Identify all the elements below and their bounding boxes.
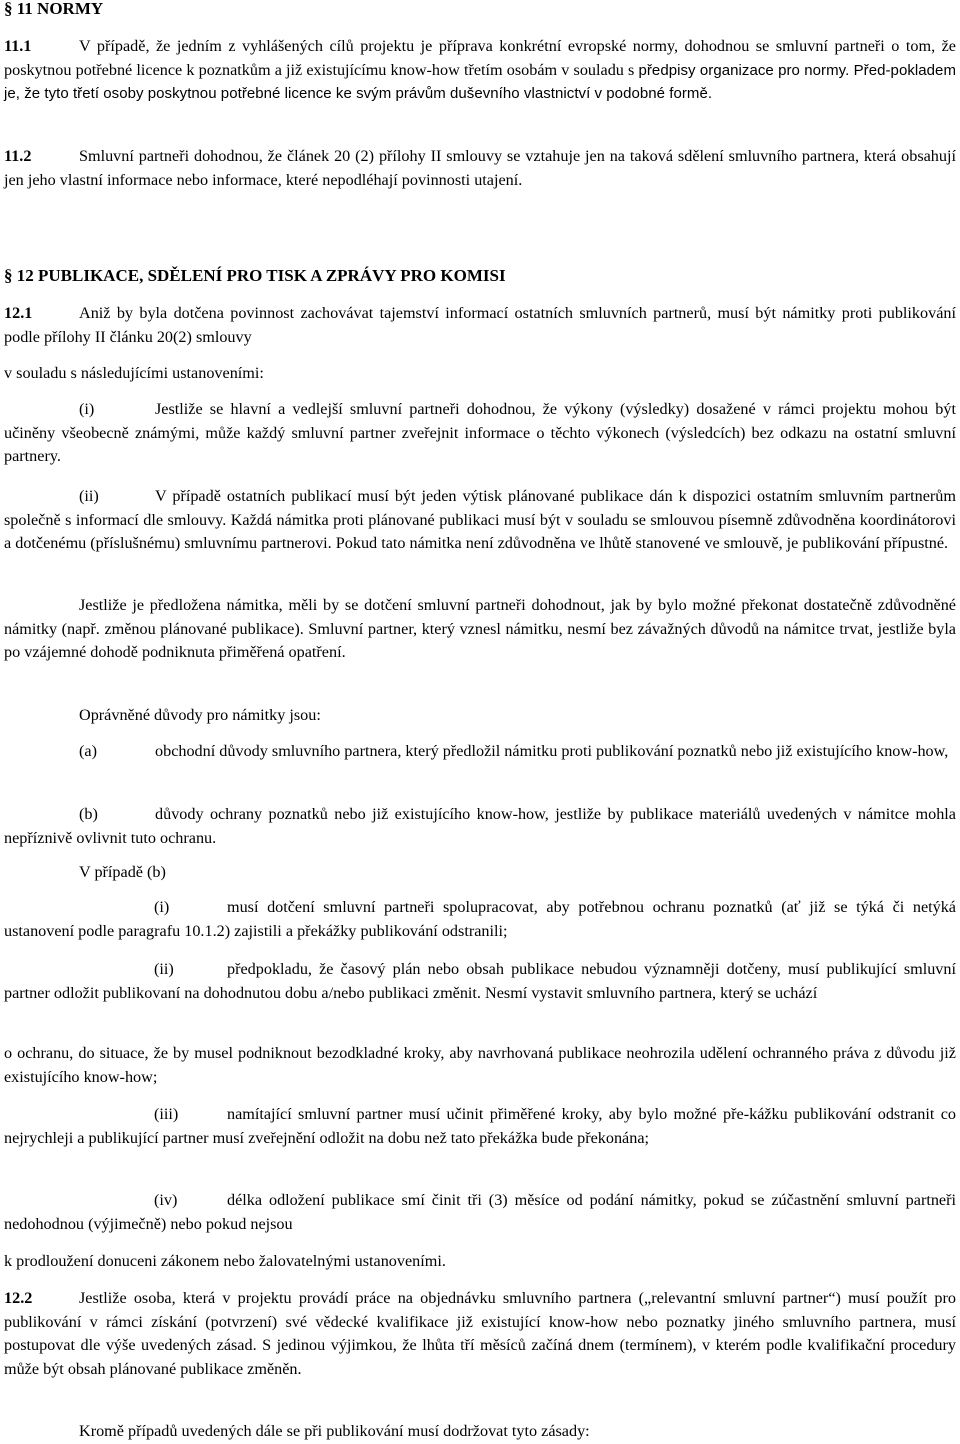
paragraph-text: V případě, že jedním z vyhlášených cílů projektu je příprava konkrétní evropské normy, dohodnou se smluvní partneři o tom, že poskytnou potřebné licence k poznatkům a již existujícímu know-how třetím osobám v souladu s [4,37,956,79]
objection-paragraph: Jestliže je předložena námitka, měli by se dotčení smluvní partneři dohodnout, jak by bylo možné překonat dostatečně zdůvodněné námitky (např. změnou plánované publikace). Smluvní partner, který vznesl námitku, nesmí bez závažných důvodů na námitce trvat, jestliže byla po vzájemné dohodě podniknuta přiměřená opatření. [4,596,956,661]
closing-sentence: Kromě případů uvedených dále se při publikování musí dodržovat tyto zásady: [79,1422,590,1440]
reasons-intro: Oprávněné důvody pro námitky jsou: [79,706,321,724]
sub-item-ii-cont: o ochranu, do situace, že by musel podniknout bezodkladné kroky, aby navrhovaná publikace neohrozila udělení ochranného práva z důvodu již existujícího know-how; [4,1044,956,1086]
item-label: (i) [154,898,170,916]
item-label: (ii) [79,487,99,505]
paragraph-text: Aniž by byla dotčena povinnost zachovávat tajemství informací ostatních smluvních partnerů, musí být námitky proti publikování podle přílohy II článku 20(2) smlouvy [4,304,956,346]
item-text: V případě ostatních publikací musí být jeden výtisk plánované publikace dán k dispozici ostatním smluvním partnerům společně s informací dle smlouvy. Každá námitka proti plánované publikaci musí být v souladu se smlouvou písemně zdůvodněna koordinátorovi a dotčenému (příslušnému) smluvnímu partnerovi. Pokud tato námitka není zdůvodněna ve lhůtě stanovené ve smlouvě, je publikování přípustné. [4,487,956,552]
section-11-heading: § 11 NORMY [4,0,104,18]
paragraph-text: Jestliže osoba, která v projektu provádí práce na objednávku smluvního partnera („relevantní smluvní partner“) musí použít pro publikování v rámci získání (potvrzení) své vědecké kvalifikace již existující know-how nebo poznatky jiného smluvního partnera, musí postupovat dle výše uvedených zásad. S jedinou výjimkou, že lhůta tří měsíců začíná dnem (termínem), v kterém podle kvalifikační procedury může být obsah plánované publikace změněn. [4,1289,956,1378]
sub-item-ii [4,958,956,1005]
item-text: namítající smluvní partner musí učinit přiměřené kroky, aby bylo možné pře-kážku publikování odstranit co nejrychleji a publikující partner musí zveřejnění odložit na dobu než tato překážka bude překonána; [4,1105,956,1147]
sub-item-iv [4,1189,956,1236]
item-label: (ii) [154,960,174,978]
item-label: (a) [79,742,97,760]
paragraph-12-2 [4,1287,956,1381]
item-text: předpokladu, že časový plán nebo obsah publikace nebudou významněji dotčeny, musí publikující smluvní partner odložit publikovaní na dohodnutou dobu a/nebo publikaci změnit. Nesmí vystavit smluvního partnera, který se uchází [4,960,956,1002]
paragraph-12-1 [4,302,956,349]
reason-a [4,740,956,764]
item-label: (iv) [154,1191,178,1209]
paragraph-number: 12.1 [4,304,33,322]
case-b-heading: V případě (b) [79,863,166,881]
paragraph-12-1-cont: v souladu s následujícími ustanoveními: [4,364,264,382]
paragraph-number: 11.2 [4,147,32,165]
reason-b [4,803,956,850]
item-i [4,398,956,469]
sub-item-iii [4,1103,956,1150]
item-text: důvody ochrany poznatků nebo již existujícího know-how, jestliže by publikace materiálů uvedených v námitce mohla nepříznivě ovlivnit tuto ochranu. [4,805,956,847]
item-text: délka odložení publikace smí činit tři (3) měsíce od podání námitky, pokud se zúčastnění smluvní partneři nedohodnou (výjimečně) nebo pokud nejsou [4,1191,956,1233]
paragraph-text-cont: předpisy organizace pro normy. Před-pokladem je, že tyto třetí osoby poskytnou potřebné licence ke svým právům duševního vlastnictví v podobné formě. [4,61,956,102]
item-text: musí dotčení smluvní partneři spolupracovat, aby potřebnou ochranu poznatků (ať již se týká či netýká ustanovení podle paragrafu 10.1.2) zajistili a překážky publikování odstranili; [4,898,956,940]
paragraph-text: Smluvní partneři dohodnou, že článek 20 (2) přílohy II smlouvy se vztahuje jen na taková sdělení smluvního partnera, která obsahují jen jeho vlastní informace nebo informace, které nepodléhají povinnosti utajení. [4,147,956,189]
sub-item-i [4,896,956,943]
sub-item-iv-cont: k prodloužení donuceni zákonem nebo žalovatelnými ustanoveními. [4,1252,446,1270]
item-text: Jestliže se hlavní a vedlejší smluvní partneři dohodnou, že výkony (výsledky) dosažené v rámci projektu mohou být učiněny všeobecně známými, může každý smluvní partner zveřejnit informace o těchto výkonech (výsledcích) bez odkazu na ostatní smluvní partnery. [4,400,956,465]
paragraph-number: 11.1 [4,37,32,55]
paragraph-number: 12.2 [4,1289,33,1307]
section-12-heading: § 12 PUBLIKACE, SDĚLENÍ PRO TISK A ZPRÁVY PRO KOMISI [4,266,506,285]
item-ii [4,485,956,556]
item-label: (i) [79,400,95,418]
item-label: (b) [79,805,98,823]
item-text: obchodní důvody smluvního partnera, který předložil námitku proti publikování poznatků nebo již existujícího know-how, [155,742,949,760]
item-label: (iii) [154,1105,179,1123]
paragraph-11-2 [4,145,956,192]
paragraph-11-1 [4,35,956,106]
